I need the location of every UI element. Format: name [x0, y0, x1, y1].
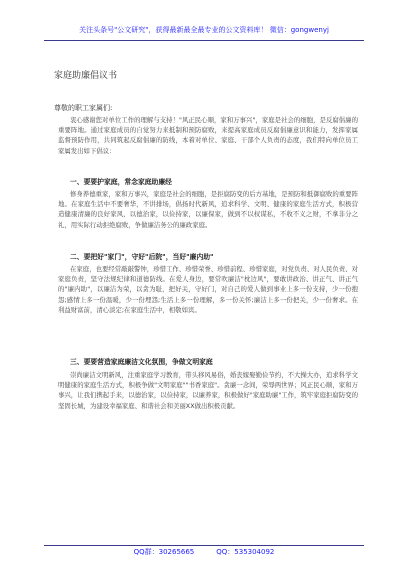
- footer-divider: [44, 545, 364, 546]
- footer-qq: QQ：535304092: [216, 548, 275, 556]
- section-2-paragraph: 在家庭，也要经常敲敲警钟，珍惜工作、珍惜荣誉、珍惜前程、珍惜家庭，对党负责、对人民负责、对家庭负责，坚守法规纪律和道德防线。在爱人身边，要常吹廉洁"枕边风"，要敢讲政治、讲正气、讲正气的"廉内助"，以廉洁为荣，以贪为耻，把好关，守好门，对自己的爱人做到事业上多一份支持，少一份抱怨;感情上多一份温暖，少一份埋怨;生活上多一份理解，多一份关怀;廉洁上多一份把关，少一份奢求。在利益财富前，清心淡定;在家庭生活中，相敬如宾。: [58, 265, 358, 314]
- header-divider: [44, 40, 364, 41]
- section-3-paragraph: 崇尚廉洁文明新风，注重家庭学习教育，带头移风易俗，婚丧嫁娶勤俭节约，不大操大办，追求科学文明健康的家庭生活方式，积极争做"文明家庭""书香家庭"。贪廉一念间，荣辱两世界；风正民心顺，家和万事兴，让我们携起手来，以德治家，以俭持家，以廉养家，积极做好"家庭助廉"工作，筑牢家庭拒腐防变的坚固长城，为建设幸福家庭、和谐社会和美丽XX做出积极贡献。: [58, 371, 358, 410]
- document-title: 家庭助廉倡议书: [54, 71, 118, 81]
- section-heading-3: 三、要要营造家庭廉洁文化氛围，争做文明家庭: [70, 358, 213, 366]
- intro-paragraph: 衷心感谢您对单位工作的理解与支持！"风正民心顺，家和万事兴"，家庭是社会的细胞，是反腐倡廉的重要阵地。通过家庭成员的自觉努力来抵制和预防腐败，来提高家庭成员反腐倡廉意识和能力，发挥家属监督预防作用，共同筑起反腐倡廉的防线，本着对单位、家庭、干部个人负责的态度，我们特向单位员工家属发出如下倡议：: [58, 116, 358, 155]
- section-heading-2: 二、要把好"家门"，守好"后院"，当好"廉内助": [70, 253, 214, 261]
- section-heading-1: 一、要要护家庭，常念家庭助廉经: [70, 178, 172, 186]
- footer-qq-group: QQ群：30265665: [133, 548, 195, 556]
- header-promo-link[interactable]: 关注头条号"公文研究"，获得最新最全最专业的公文资料库！ 微信：gongwenyj: [79, 26, 329, 34]
- footer-contact: [0, 547, 408, 561]
- salutation: 尊敬的职工家属们:: [54, 104, 113, 112]
- section-1-paragraph: 修身养德重家，家和万事兴，家庭是社会的细胞，是拒腐防变的后方基地，是预防和抵御腐败的重要阵地。在家庭生活中不要奢华，不讲排场，倡扬时代新风，追求科学、文明、健康的家庭生活方式，积极营造健康清廉的良好家风，以德治家，以俭持家，以廉保家，做到不以权谋私，不收不义之财，不拿非分之礼，用实际行动拒绝腐败，争做廉洁务公的廉政家庭。: [58, 190, 358, 229]
